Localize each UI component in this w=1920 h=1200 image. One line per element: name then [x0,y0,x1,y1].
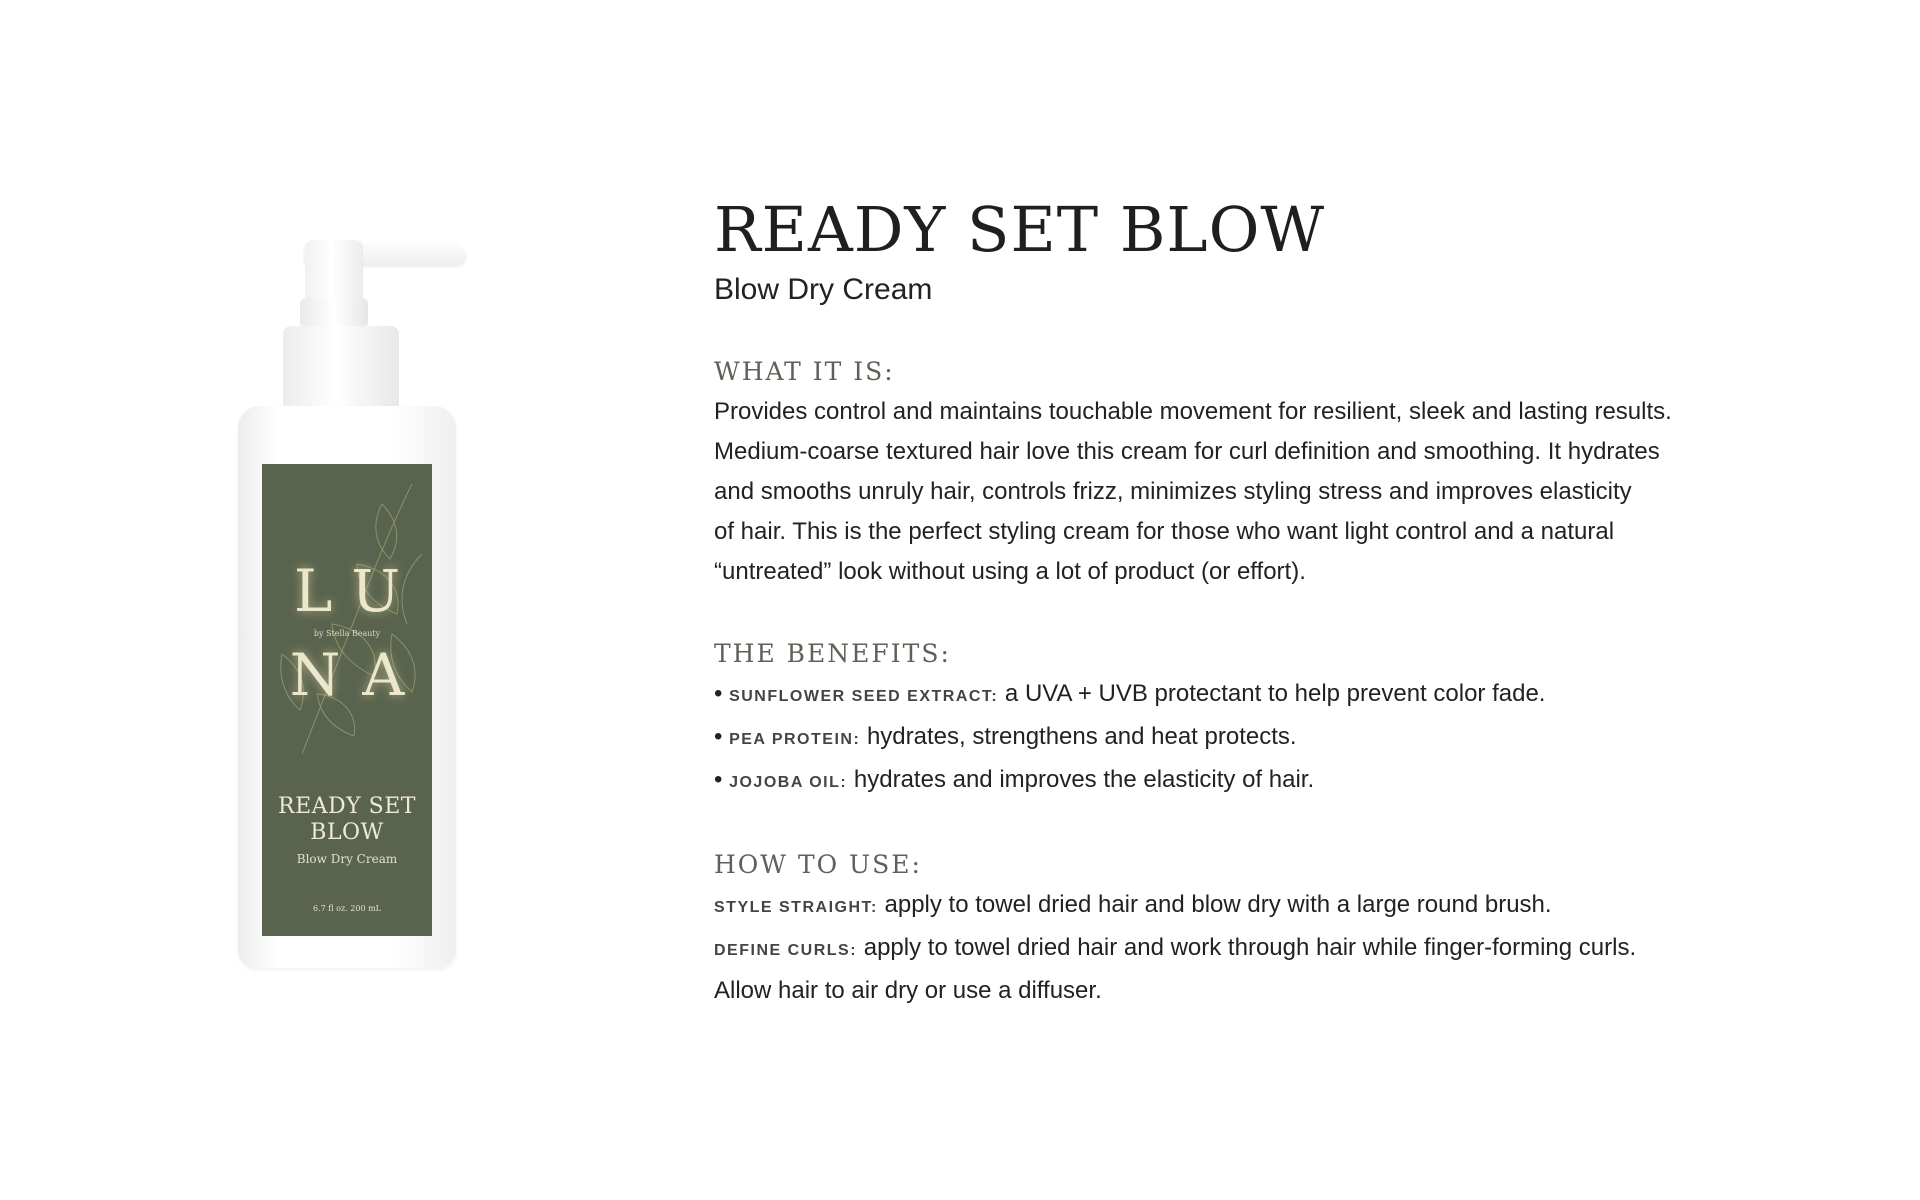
benefits-list [714,674,1824,803]
pump-head [305,240,363,302]
page-subtitle: Blow Dry Cream [714,273,933,306]
list-item [714,674,1824,717]
label-volume: 6.7 fl oz. 200 mL [313,904,381,913]
list-item [714,928,1824,971]
bullet: • [714,723,723,750]
label-title-line1: READY SET [278,794,416,819]
benefit-text: hydrates, strengthens and heat protects. [866,723,1297,750]
product-image [228,236,468,976]
bullet: • [714,766,723,793]
benefit-term: PEA PROTEIN: [729,731,861,748]
how-to-use-heading: HOW TO USE: [714,850,922,879]
benefits-heading: THE BENEFITS: [714,639,951,668]
what-it-is-line: of hair. This is the perfect styling cream for those who want light control and a natural [714,518,1615,545]
list-item [714,760,1824,803]
instruction-text: apply to towel dried hair and blow dry with a large round brush. [884,891,1552,918]
instruction-text: apply to towel dried hair and work through hair while finger-forming curls. [863,934,1637,961]
what-it-is-line: Provides control and maintains touchable movement for resilient, sleek and lasting results. [714,398,1672,425]
brand-byline: by Stella Beauty [313,629,381,638]
page-title: READY SET BLOW [714,193,1326,266]
brand-logo-top: LU [293,557,423,625]
benefit-term: JOJOBA OIL: [729,774,848,791]
what-it-is-line: “untreated” look without using a lot of product (or effort). [714,558,1306,585]
what-it-is-line: and smooths unruly hair, controls frizz, minimizes styling stress and improves elasticity [714,478,1632,505]
benefit-text: hydrates and improves the elasticity of hair. [853,766,1315,793]
bottle-label [262,464,432,936]
instruction-term: STYLE STRAIGHT: [714,899,878,916]
bottle-cap [283,326,399,408]
instruction-continuation: Allow hair to air dry or use a diffuser. [714,977,1102,1004]
bullet: • [714,680,723,707]
pump-stem [300,298,368,328]
product-description [714,190,1824,1011]
benefit-text: a UVA + UVB protectant to help prevent color fade. [1004,680,1546,707]
instruction-term: DEFINE CURLS: [714,942,858,959]
brand-logo-bottom: NA [289,641,427,709]
what-it-is-line: Medium-coarse textured hair love this cream for curl definition and smoothing. It hydrates [714,438,1660,465]
list-item [714,717,1824,760]
benefit-term: SUNFLOWER SEED EXTRACT: [729,688,999,705]
list-item [714,885,1824,928]
label-product-title [262,794,432,846]
what-it-is-heading: WHAT IT IS: [714,357,895,386]
label-subtitle: Blow Dry Cream [296,852,398,866]
label-title-line2: BLOW [310,820,384,845]
what-it-is-text [714,392,1824,592]
how-to-use-list [714,885,1824,1011]
